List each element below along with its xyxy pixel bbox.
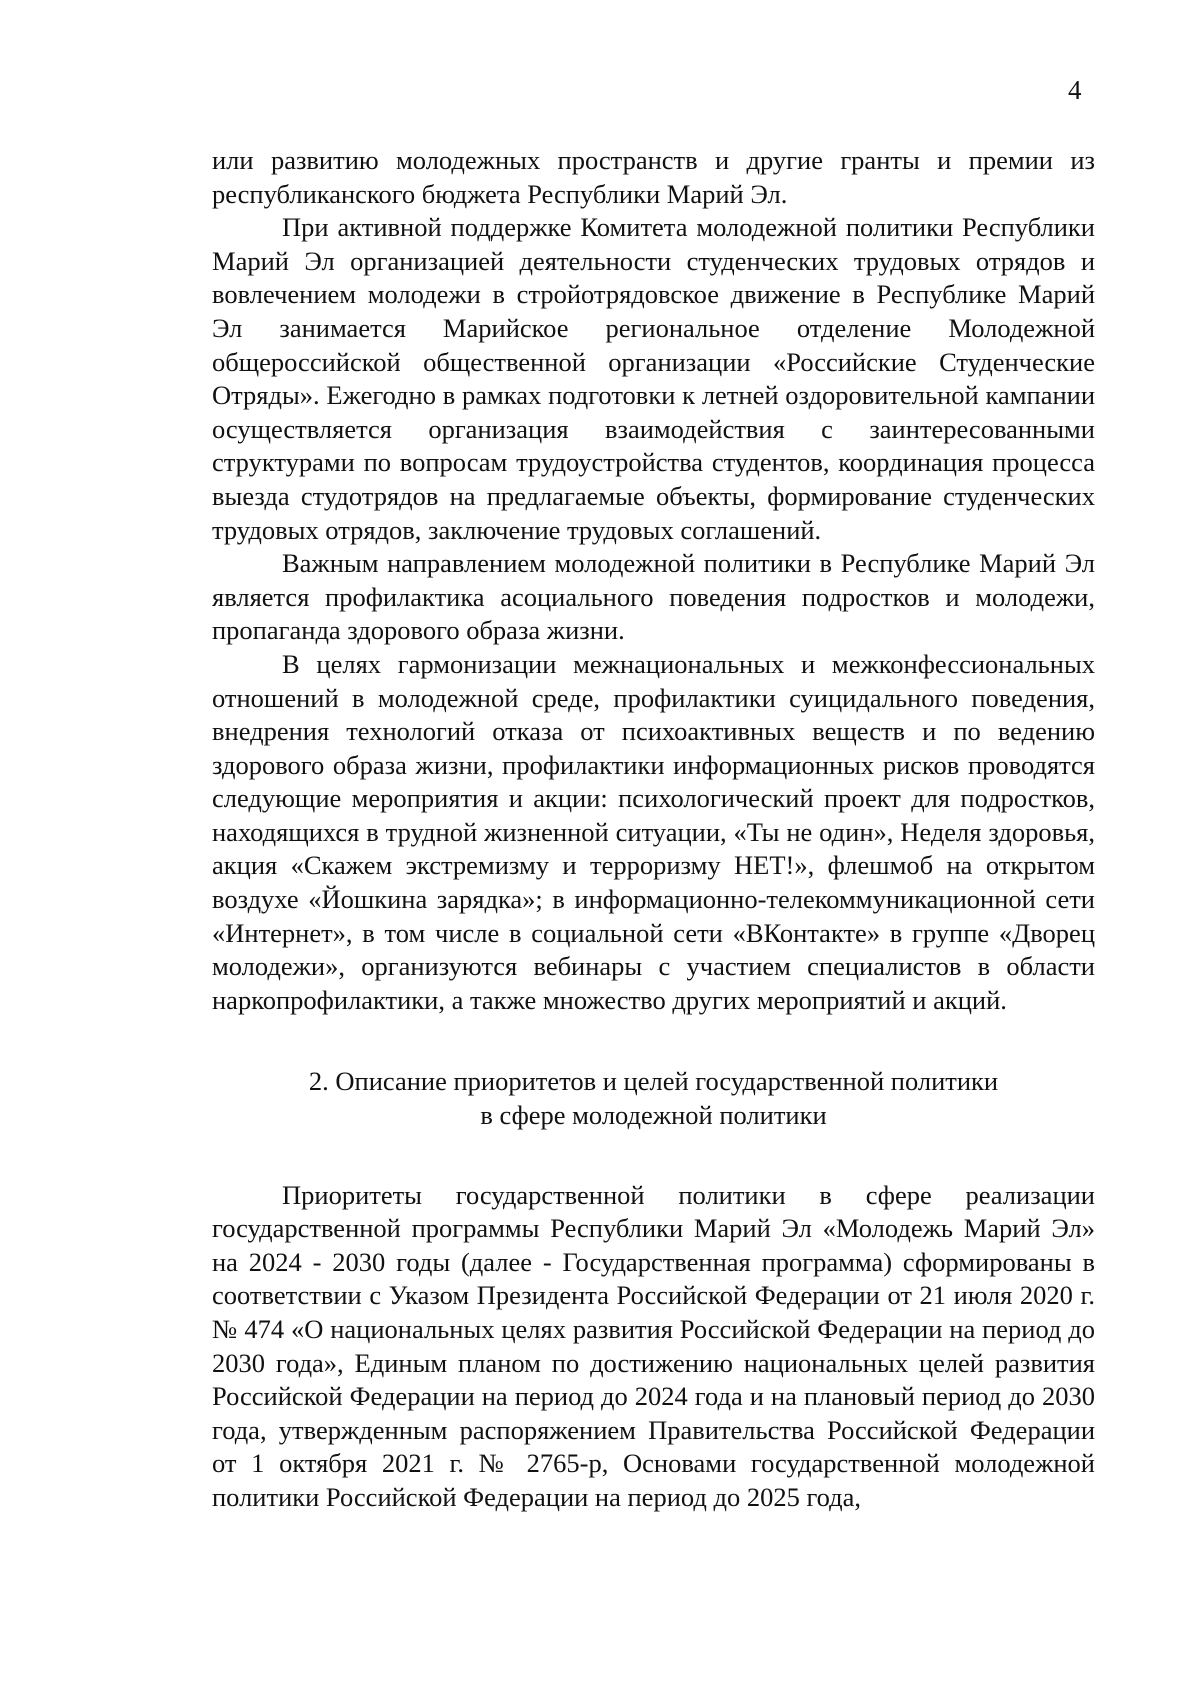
section-heading [212,1065,1095,1132]
paragraph-5: Приоритеты государственной политики в сфере реализации государственной программы Республики Марий Эл «Молодежь Марий Эл» на 2024 - 2030 годы (далее - Государственная программа) сформированы в соответствии с Указом Президента Российской Федерации от 21 июля 2020 г. № 474 «О национальных целях развития Российской Федерации на период до 2030 года», Единым планом по достижению национальных целей развития Российской Федерации на период до 2024 года и на плановый период до 2030 года, утвержденным распоряжением Правительства Российской Федерации от 1 октября 2021 г. № 2765-р, Основами государственной молодежной политики Российской Федерации на период до 2025 года, [212,1179,1095,1512]
section-heading-line-1: 2. Описание приоритетов и целей государственной политики [308,1066,999,1097]
page-number: 4 [1068,75,1082,105]
paragraph-3: Важным направлением молодежной политики в Республике Марий Эл является профилактика асоциального поведения подростков и молодежи, пропаганда здорового образа жизни. [212,548,1095,646]
section-heading-line-2: в сфере молодежной политики [480,1100,827,1131]
paragraph-1: или развитию молодежных пространств и другие гранты и премии из республиканского бюджета Республики Марий Эл. [212,145,1095,209]
paragraph-4: В целях гармонизации межнациональных и межконфессиональных отношений в молодежной среде, профилактики суицидального поведения, внедрения технологий отказа от психоактивных веществ и по ведению здорового образа жизни, профилактики информационных рисков проводятся следующие мероприятия и акции: психологический проект для подростков, находящихся в трудной жизненной ситуации, «Ты не один», Неделя здоровья, акция «Скажем экстремизму и терроризму НЕТ!», флешмоб на открытом воздухе «Йошкина зарядка»; в информационно-телекоммуникационной сети «Интернет», в том числе в социальной сети «ВКонтакте» в группе «Дворец молодежи», организуются вебинары с участием специалистов в области наркопрофилактики, а также множество других мероприятий и акций. [212,648,1095,1015]
paragraph-2: При активной поддержке Комитета молодежной политики Республики Марий Эл организацией деятельности студенческих трудовых отрядов и вовлечением молодежи в стройотрядовское движение в Республике Марий Эл занимается Марийское региональное отделение Молодежной общероссийской общественной организации «Российские Студенческие Отряды». Ежегодно в рамках подготовки к летней оздоровительной кампании осуществляется организация взаимодействия с заинтересованными структурами по вопросам трудоустройства студентов, координация процесса выезда студотрядов на предлагаемые объекты, формирование студенческих трудовых отрядов, заключение трудовых соглашений. [212,212,1095,545]
document-body [212,144,1095,1515]
